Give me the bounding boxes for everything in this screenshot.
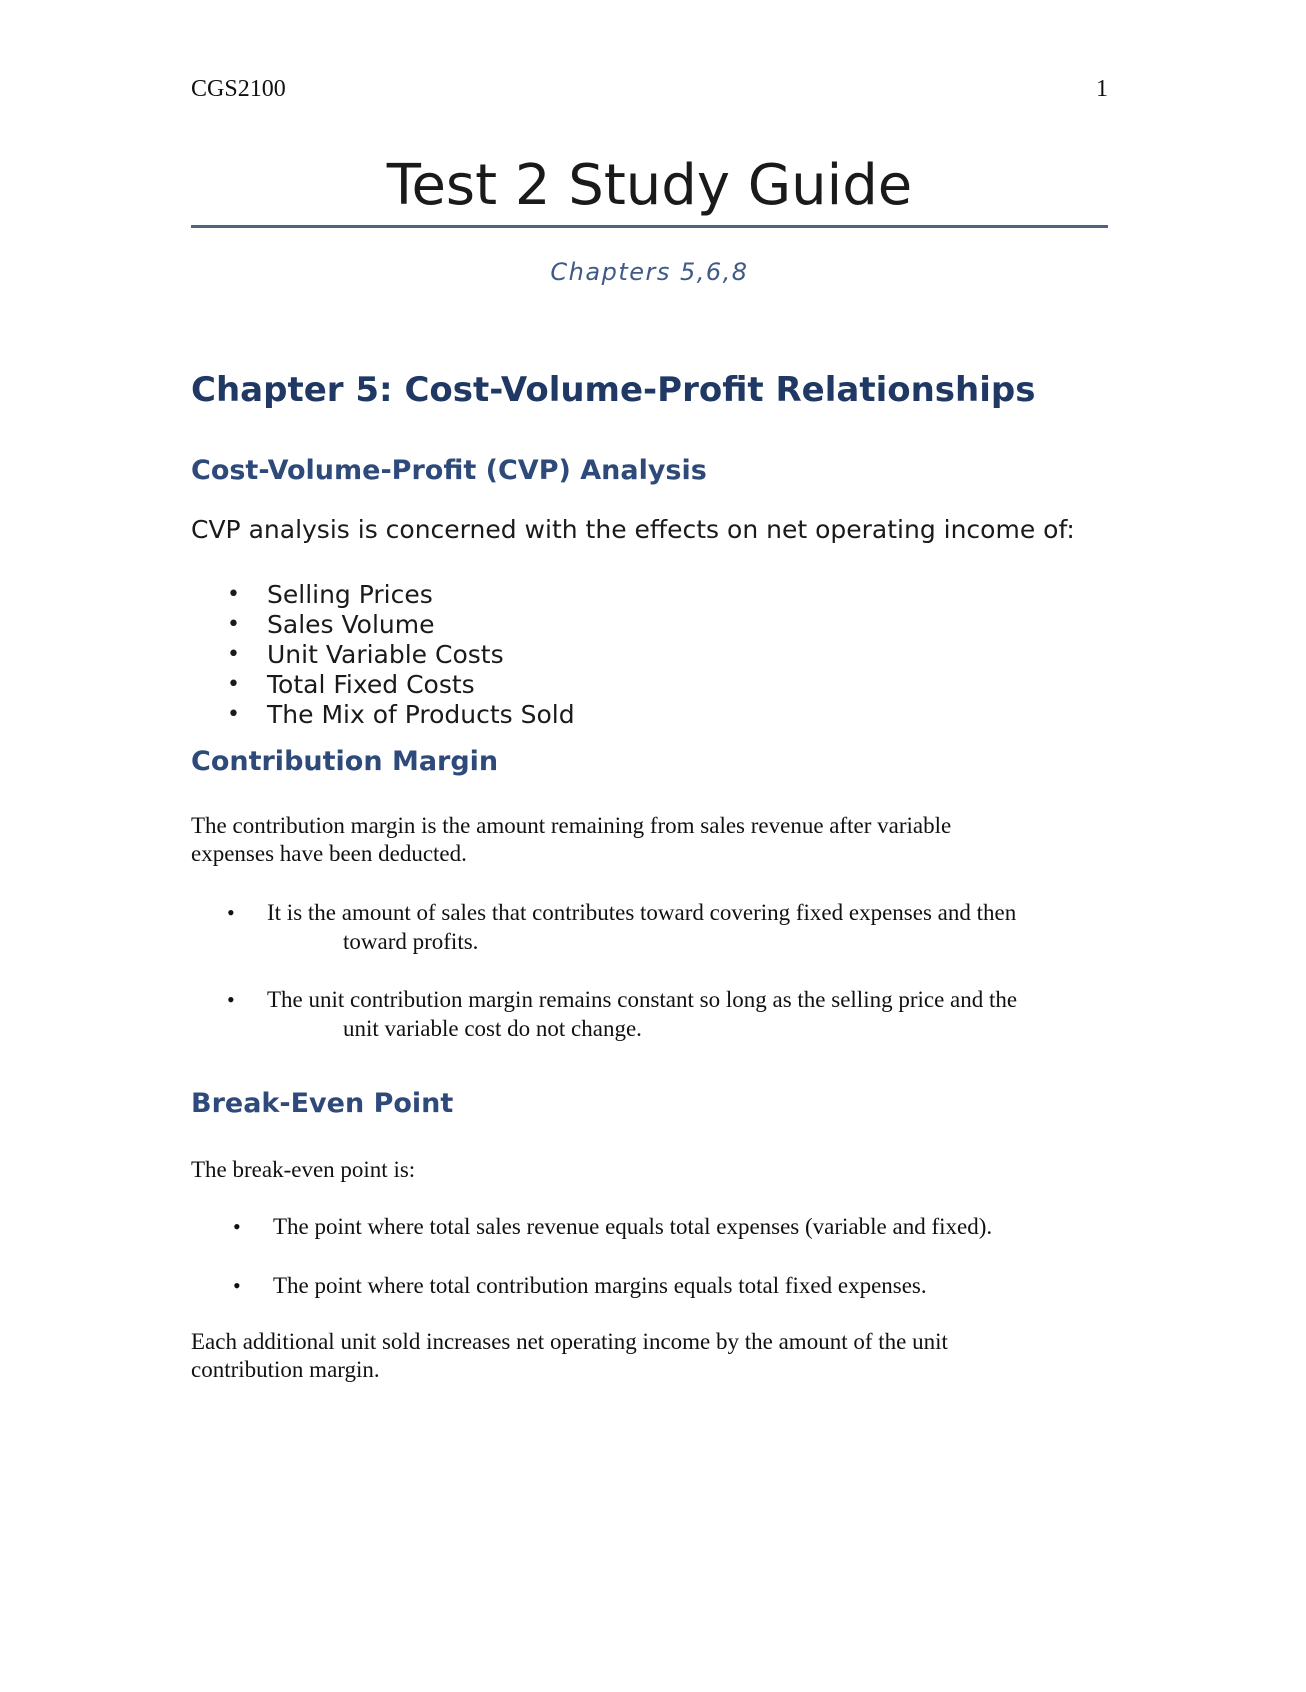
list-item: • The Mix of Products Sold — [227, 700, 575, 729]
contribution-margin-definition: The contribution margin is the amount remaining from sales revenue after variable expenses have been deducted. — [191, 813, 952, 866]
bullet-icon: • — [227, 642, 240, 667]
bullet-icon: • — [227, 612, 240, 637]
document-title: Test 2 Study Guide — [386, 153, 913, 218]
cvp-factor-list — [191, 580, 575, 730]
document-subtitle: Chapters 5,6,8 — [550, 258, 749, 286]
bullet-icon: • — [227, 987, 235, 1012]
bullet-icon: • — [233, 1214, 241, 1239]
bullet-icon: • — [227, 672, 240, 697]
bullet-icon: • — [227, 582, 240, 607]
list-item: • Total Fixed Costs — [227, 670, 475, 699]
cvp-intro: CVP analysis is concerned with the effects on net operating income of: — [191, 515, 1075, 544]
section-heading-contribution-margin: Contribution Margin — [191, 746, 499, 777]
title-divider — [191, 225, 1108, 228]
bullet-icon: • — [227, 900, 235, 925]
break-even-closing: Each additional unit sold increases net operating income by the amount of the unit contribution margin. — [191, 1329, 948, 1382]
list-item: • Unit Variable Costs — [227, 640, 504, 669]
header-course-code: CGS2100 — [191, 76, 286, 102]
list-item: • Sales Volume — [227, 610, 435, 639]
break-even-intro: The break-even point is: — [191, 1157, 416, 1182]
header-page-number: 1 — [1096, 76, 1108, 102]
document-page: CGS2100 1 Test 2 Study Guide Chapters 5,6,8 Chapter 5: Cost-Volume-Profit Relationships Cost-Volume-Profit (CVP) Analysis CVP analysis is concerned with the effects on net operating income of: • Selling Prices • Sales Volume • Unit Variable Costs • Total Fixed Costs • The Mix of Products Sold Contribution Margin The contribution margin is the amount remaining from sales revenue after variable expenses have been deducted. • It is the amount of sales that contributes toward covering fixed expenses and then toward profits. • The unit contribution margin remains constant so long as the selling price and the unit variable cost do not change. Break-Even Point The break-even point is: • The point where total sales revenue equals total expenses (variable and fixed). • The point where total contribution margins equals total fixed expenses. Each additional unit sold increases net operating income by the amount of the unit contribution margin. — [191, 76, 1108, 1382]
list-item: • Selling Prices — [227, 580, 433, 609]
section-heading-break-even: Break-Even Point — [191, 1088, 454, 1119]
chapter-heading: Chapter 5: Cost-Volume-Profit Relationships — [191, 370, 1036, 410]
bullet-icon: • — [227, 702, 240, 727]
section-heading-cvp: Cost-Volume-Profit (CVP) Analysis — [191, 455, 707, 486]
bullet-icon: • — [233, 1273, 241, 1298]
